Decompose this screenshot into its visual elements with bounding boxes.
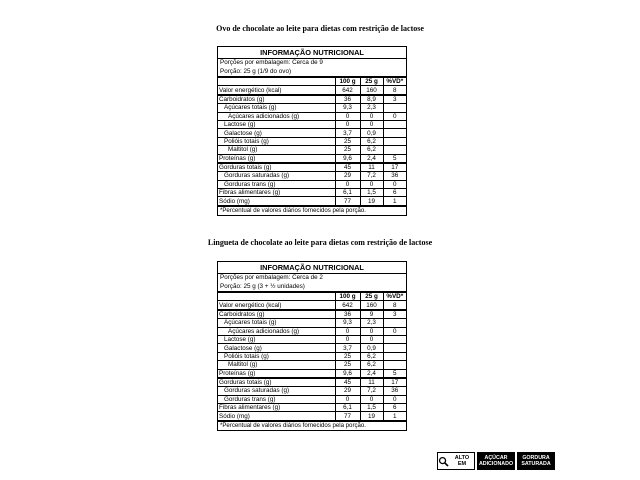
nutrient-label: Fibras alimentares (g) — [218, 189, 335, 197]
nutrient-value: 0 — [360, 120, 383, 128]
nutrition-table-panel — [217, 261, 407, 431]
nutrient-value: 6,2 — [360, 146, 383, 154]
nutrient-value — [383, 352, 406, 360]
nutrient-label: Valor energético (kcal) — [218, 86, 335, 95]
nutrient-label: Gorduras trans (g) — [218, 395, 335, 403]
table-row — [218, 104, 406, 112]
nutrient-value: 45 — [335, 163, 360, 172]
table-row — [218, 172, 406, 180]
nutrient-value: 25 — [335, 137, 360, 145]
nutrient-label: Polióis totais (g) — [218, 352, 335, 360]
table-row — [218, 369, 406, 378]
table-row — [218, 319, 406, 327]
table-row — [218, 327, 406, 335]
nutrient-value: 8 — [383, 86, 406, 95]
serving-size: Porção: 25 g (1/9 do ovo) — [220, 67, 292, 75]
nutrient-value: 0 — [360, 395, 383, 403]
nutrient-value — [383, 129, 406, 137]
nutrient-value: 3 — [383, 95, 406, 104]
nutrient-value — [383, 344, 406, 352]
servings-per-package: Porções por embalagem: Cerca de 9 — [220, 59, 323, 66]
table-header-row — [218, 292, 406, 301]
nutrient-value: 0 — [383, 180, 406, 188]
saturated-fat-badge: GORDURA SATURADA — [517, 452, 555, 470]
table-row — [218, 146, 406, 154]
nutrient-label: Lactose (g) — [218, 120, 335, 128]
nutrient-value: 0 — [360, 112, 383, 120]
nutrient-label: Gorduras totais (g) — [218, 163, 335, 172]
nutrient-label: Sódio (mg) — [218, 197, 335, 206]
nutrient-value: 36 — [335, 310, 360, 319]
table-row — [218, 387, 406, 395]
nutrient-value: 77 — [335, 197, 360, 206]
table-row — [218, 344, 406, 352]
column-header: 100 g — [335, 77, 360, 86]
nutrient-label: Gorduras saturadas (g) — [218, 172, 335, 180]
nutrient-value: 36 — [383, 387, 406, 395]
nutrient-value: 11 — [360, 378, 383, 387]
nutrient-value: 0 — [360, 335, 383, 343]
nutrient-value: 29 — [335, 387, 360, 395]
nutrient-label: Carboidratos (g) — [218, 95, 335, 104]
nutrient-value: 6,2 — [360, 361, 383, 369]
nutrient-value: 642 — [335, 301, 360, 310]
nutrition-table-panel — [217, 46, 407, 216]
nutrient-value: 8,9 — [360, 95, 383, 104]
table-row — [218, 301, 406, 310]
magnifier-icon — [438, 456, 449, 467]
footnote: *Percentual de valores diários fornecidos pela porção. — [220, 421, 366, 429]
nutrient-value: 9,3 — [335, 104, 360, 112]
nutrient-value: 9,6 — [335, 369, 360, 378]
nutrient-value — [383, 104, 406, 112]
nutrient-value: 25 — [335, 361, 360, 369]
nutrient-value: 2,3 — [360, 319, 383, 327]
nutrient-value — [383, 120, 406, 128]
table-row — [218, 95, 406, 104]
nutrient-value: 7,2 — [360, 387, 383, 395]
table-row — [218, 412, 406, 421]
nutrient-value: 0 — [335, 112, 360, 120]
nutrient-label: Galactose (g) — [218, 129, 335, 137]
nutrient-value: 642 — [335, 86, 360, 95]
nutrient-label: Gorduras totais (g) — [218, 378, 335, 387]
nutrient-value: 6,2 — [360, 352, 383, 360]
nutrient-value: 160 — [360, 301, 383, 310]
table-row — [218, 137, 406, 145]
footnote: *Percentual de valores diários fornecidos pela porção. — [220, 206, 366, 214]
nutrient-label: Açúcares totais (g) — [218, 319, 335, 327]
nutrient-value: 0 — [383, 112, 406, 120]
nutrient-value: 7,2 — [360, 172, 383, 180]
nutrition-table — [218, 76, 406, 207]
table-row — [218, 310, 406, 319]
table-row — [218, 180, 406, 188]
nutrient-value: 0,9 — [360, 344, 383, 352]
high-in-label: ALTO EM — [454, 455, 470, 467]
nutrient-label: Proteínas (g) — [218, 154, 335, 163]
nutrient-value: 0 — [335, 327, 360, 335]
nutrient-value: 3,7 — [335, 344, 360, 352]
column-header: %VD* — [383, 292, 406, 301]
nutrient-label: Maltitol (g) — [218, 146, 335, 154]
nutrient-value: 0 — [383, 395, 406, 403]
nutrient-value: 1,5 — [360, 189, 383, 197]
column-header: 25 g — [360, 77, 383, 86]
nutrient-label: Açúcares adicionados (g) — [218, 327, 335, 335]
table-row — [218, 335, 406, 343]
nutrient-value: 3 — [383, 310, 406, 319]
nutrient-value — [383, 319, 406, 327]
nutrient-value: 17 — [383, 378, 406, 387]
nutrient-label: Açúcares totais (g) — [218, 104, 335, 112]
nutrient-label: Carboidratos (g) — [218, 310, 335, 319]
nutrient-value: 9,3 — [335, 319, 360, 327]
nutrient-value: 9 — [360, 310, 383, 319]
table-title: INFORMAÇÃO NUTRICIONAL — [218, 262, 406, 274]
nutrient-value — [383, 137, 406, 145]
section-heading: Lingueta de chocolate ao leite para dietas com restrição de lactose — [207, 238, 433, 247]
column-header — [218, 292, 335, 301]
nutrient-label: Maltitol (g) — [218, 361, 335, 369]
nutrient-value: 2,4 — [360, 154, 383, 163]
nutrient-value: 1,5 — [360, 404, 383, 412]
nutrient-value: 2,3 — [360, 104, 383, 112]
nutrient-value: 2,4 — [360, 369, 383, 378]
serving-size: Porção: 25 g (3 + ½ unidades) — [220, 282, 305, 290]
table-row — [218, 395, 406, 403]
nutrient-value: 9,6 — [335, 154, 360, 163]
table-row — [218, 154, 406, 163]
nutrient-value: 77 — [335, 412, 360, 421]
table-row — [218, 163, 406, 172]
nutrient-value: 0,9 — [360, 129, 383, 137]
nutrient-value: 1 — [383, 197, 406, 206]
nutrient-value: 6,1 — [335, 189, 360, 197]
nutrient-value: 25 — [335, 146, 360, 154]
table-row — [218, 361, 406, 369]
nutrient-value: 29 — [335, 172, 360, 180]
table-row — [218, 120, 406, 128]
added-sugar-badge: AÇÚCAR ADICIONADO — [477, 452, 515, 470]
column-header — [218, 77, 335, 86]
nutrient-value — [383, 335, 406, 343]
nutrient-value: 45 — [335, 378, 360, 387]
nutrient-label: Proteínas (g) — [218, 369, 335, 378]
table-row — [218, 129, 406, 137]
nutrient-value: 0 — [335, 120, 360, 128]
nutrient-label: Fibras alimentares (g) — [218, 404, 335, 412]
section-heading: Ovo de chocolate ao leite para dietas com restrição de lactose — [216, 24, 424, 33]
nutrient-value: 11 — [360, 163, 383, 172]
table-row — [218, 86, 406, 95]
nutrient-label: Lactose (g) — [218, 335, 335, 343]
nutrient-value: 19 — [360, 412, 383, 421]
nutrient-value: 1 — [383, 412, 406, 421]
nutrient-value: 17 — [383, 163, 406, 172]
nutrient-label: Açúcares adicionados (g) — [218, 112, 335, 120]
table-row — [218, 378, 406, 387]
nutrient-value: 0 — [335, 395, 360, 403]
nutrient-value: 5 — [383, 369, 406, 378]
nutrient-label: Gorduras saturadas (g) — [218, 387, 335, 395]
nutrient-value: 6 — [383, 404, 406, 412]
nutrient-value: 0 — [335, 180, 360, 188]
nutrient-label: Galactose (g) — [218, 344, 335, 352]
nutrient-value — [383, 146, 406, 154]
nutrient-value: 25 — [335, 352, 360, 360]
nutrient-value: 36 — [383, 172, 406, 180]
table-title: INFORMAÇÃO NUTRICIONAL — [218, 47, 406, 59]
nutrient-value: 0 — [360, 180, 383, 188]
nutrient-label: Sódio (mg) — [218, 412, 335, 421]
table-row — [218, 352, 406, 360]
nutrient-value: 6,1 — [335, 404, 360, 412]
table-header-row — [218, 77, 406, 86]
table-row — [218, 404, 406, 412]
nutrient-label: Valor energético (kcal) — [218, 301, 335, 310]
nutrition-table — [218, 291, 406, 422]
nutrient-value: 6 — [383, 189, 406, 197]
front-label-badges — [437, 452, 555, 470]
column-header: %VD* — [383, 77, 406, 86]
column-header: 25 g — [360, 292, 383, 301]
table-row — [218, 197, 406, 206]
nutrient-value: 0 — [360, 327, 383, 335]
nutrient-value: 6,2 — [360, 137, 383, 145]
nutrient-value: 36 — [335, 95, 360, 104]
table-row — [218, 112, 406, 120]
nutrient-value: 160 — [360, 86, 383, 95]
high-in-badge — [437, 452, 475, 470]
nutrient-value: 0 — [335, 335, 360, 343]
servings-per-package: Porções por embalagem: Cerca de 2 — [220, 274, 323, 281]
nutrient-label: Polióis totais (g) — [218, 137, 335, 145]
nutrient-value: 8 — [383, 301, 406, 310]
nutrient-value — [383, 361, 406, 369]
nutrient-value: 3,7 — [335, 129, 360, 137]
nutrient-value: 19 — [360, 197, 383, 206]
column-header: 100 g — [335, 292, 360, 301]
table-row — [218, 189, 406, 197]
nutrient-value: 5 — [383, 154, 406, 163]
nutrient-label: Gorduras trans (g) — [218, 180, 335, 188]
nutrient-value: 0 — [383, 327, 406, 335]
